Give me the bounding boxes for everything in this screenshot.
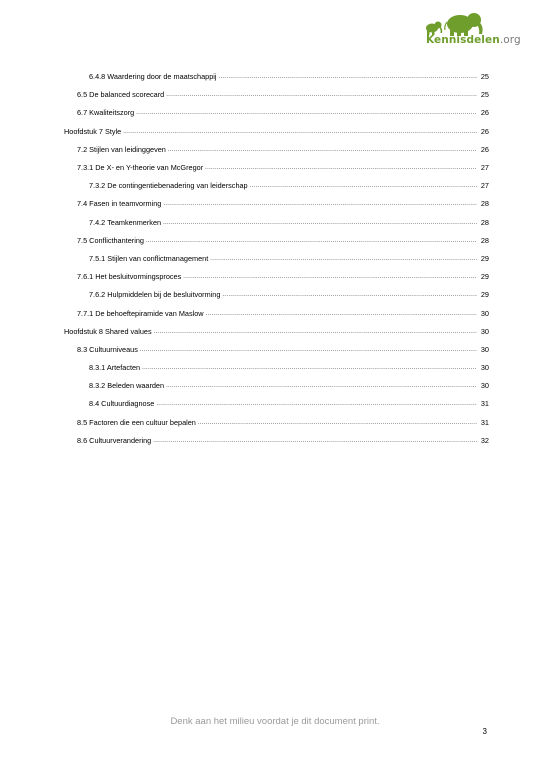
toc-entry-page: 26 bbox=[480, 126, 489, 136]
toc-entry[interactable] bbox=[64, 286, 489, 304]
toc-entry-page: 28 bbox=[480, 235, 489, 245]
toc-entry-title: 7.3.2 De contingentiebenadering van leiderschap bbox=[89, 181, 248, 191]
toc-leader-dots bbox=[136, 108, 477, 118]
toc-entry-page: 32 bbox=[480, 435, 489, 445]
toc-entry[interactable] bbox=[64, 232, 489, 250]
toc-entry-title: 8.3 Cultuurniveaus bbox=[77, 344, 138, 354]
toc-entry-page: 28 bbox=[480, 199, 489, 209]
logo-text bbox=[426, 34, 521, 46]
toc-entry-page: 25 bbox=[480, 90, 489, 100]
toc-leader-dots bbox=[219, 72, 478, 82]
toc-entry-title: 7.4.2 Teamkenmerken bbox=[89, 217, 162, 227]
logo-brand-main: Kennisdelen bbox=[426, 34, 500, 46]
toc-leader-dots bbox=[206, 309, 477, 319]
toc-entry-page: 31 bbox=[480, 417, 489, 427]
kennisdelen-logo[interactable] bbox=[416, 12, 528, 58]
toc-entry-page: 29 bbox=[480, 272, 489, 282]
toc-entry-page: 27 bbox=[480, 163, 489, 173]
toc-entry[interactable] bbox=[64, 177, 489, 195]
toc-entry-page: 26 bbox=[480, 144, 489, 154]
toc-entry[interactable] bbox=[64, 323, 489, 341]
toc-entry-page: 30 bbox=[480, 308, 489, 318]
toc-entry-title: 7.4 Fasen in teamvorming bbox=[77, 199, 162, 209]
toc-leader-dots bbox=[154, 327, 477, 337]
toc-leader-dots bbox=[168, 145, 477, 155]
toc-leader-dots bbox=[156, 399, 477, 409]
toc-leader-dots bbox=[153, 436, 477, 446]
toc-leader-dots bbox=[146, 236, 477, 246]
toc-entry[interactable] bbox=[64, 268, 489, 286]
toc-entry-title: 8.4 Cultuurdiagnose bbox=[89, 399, 155, 409]
toc-entry-title: 8.6 Cultuurverandering bbox=[77, 435, 152, 445]
toc-entry-page: 30 bbox=[480, 344, 489, 354]
toc-entry-title: 7.6.1 Het besluitvormingsproces bbox=[77, 272, 182, 282]
footer-note: Denk aan het milieu voordat je dit document print. bbox=[170, 716, 380, 727]
toc-entry[interactable] bbox=[64, 359, 489, 377]
toc-entry-page: 30 bbox=[480, 381, 489, 391]
toc-leader-dots bbox=[142, 363, 477, 373]
toc-entry-title: 7.7.1 De behoeftepiramide van Maslow bbox=[77, 308, 204, 318]
toc-entry-page: 26 bbox=[480, 108, 489, 118]
toc-leader-dots bbox=[205, 163, 477, 173]
toc-entry[interactable] bbox=[64, 195, 489, 213]
toc-entry[interactable] bbox=[64, 159, 489, 177]
toc-entry-page: 30 bbox=[480, 363, 489, 373]
logo-brand-suffix: .org bbox=[499, 34, 521, 46]
toc-entry[interactable] bbox=[64, 104, 489, 122]
toc-entry[interactable] bbox=[64, 68, 489, 86]
toc-entry-title: 7.5.1 Stijlen van conflictmanagement bbox=[89, 253, 209, 263]
toc-entry-title: 8.5 Factoren die een cultuur bepalen bbox=[77, 417, 196, 427]
toc-entry[interactable] bbox=[64, 141, 489, 159]
toc-entry-title: 8.3.2 Beleden waarden bbox=[89, 381, 165, 391]
toc-leader-dots bbox=[250, 181, 477, 191]
toc-entry-page: 29 bbox=[480, 253, 489, 263]
toc-entry[interactable] bbox=[64, 304, 489, 322]
toc-entry-title: 7.2 Stijlen van leidinggeven bbox=[77, 144, 166, 154]
toc-entry[interactable] bbox=[64, 414, 489, 432]
toc-entry-page: 25 bbox=[480, 72, 489, 82]
toc-entry[interactable] bbox=[64, 341, 489, 359]
toc-leader-dots bbox=[140, 345, 477, 355]
toc-entry[interactable] bbox=[64, 214, 489, 232]
toc-leader-dots bbox=[166, 90, 477, 100]
toc-entry-title: 7.5 Conflicthantering bbox=[77, 235, 144, 245]
toc-entry-title: 6.7 Kwaliteitszorg bbox=[77, 108, 135, 118]
toc-entry[interactable] bbox=[64, 86, 489, 104]
toc-entry-page: 28 bbox=[480, 217, 489, 227]
toc-entry-title: 8.3.1 Artefacten bbox=[89, 363, 141, 373]
toc-leader-dots bbox=[222, 290, 477, 300]
toc-entry-page: 27 bbox=[480, 181, 489, 191]
toc-leader-dots bbox=[183, 272, 477, 282]
page-number: 3 bbox=[482, 727, 487, 736]
toc-entry[interactable] bbox=[64, 250, 489, 268]
toc-leader-dots bbox=[163, 218, 477, 228]
toc-entry-page: 29 bbox=[480, 290, 489, 300]
toc-entry[interactable] bbox=[64, 377, 489, 395]
toc-entry-page: 30 bbox=[480, 326, 489, 336]
toc-leader-dots bbox=[163, 199, 477, 209]
toc-entry-title: 7.3.1 De X- en Y-theorie van McGregor bbox=[77, 163, 204, 173]
toc-leader-dots bbox=[198, 418, 477, 428]
toc-entry-title: 6.4.8 Waardering door de maatschappij bbox=[89, 72, 217, 82]
toc-entry-title: Hoofdstuk 7 Style bbox=[64, 126, 122, 136]
table-of-contents bbox=[64, 68, 489, 450]
toc-entry[interactable] bbox=[64, 123, 489, 141]
toc-leader-dots bbox=[166, 381, 477, 391]
toc-entry-title: 7.6.2 Hulpmiddelen bij de besluitvorming bbox=[89, 290, 221, 300]
toc-entry[interactable] bbox=[64, 432, 489, 450]
toc-leader-dots bbox=[123, 127, 477, 137]
toc-entry-title: 6.5 De balanced scorecard bbox=[77, 90, 165, 100]
toc-entry[interactable] bbox=[64, 395, 489, 413]
toc-entry-page: 31 bbox=[480, 399, 489, 409]
toc-leader-dots bbox=[210, 254, 477, 264]
toc-entry-title: Hoofdstuk 8 Shared values bbox=[64, 326, 152, 336]
